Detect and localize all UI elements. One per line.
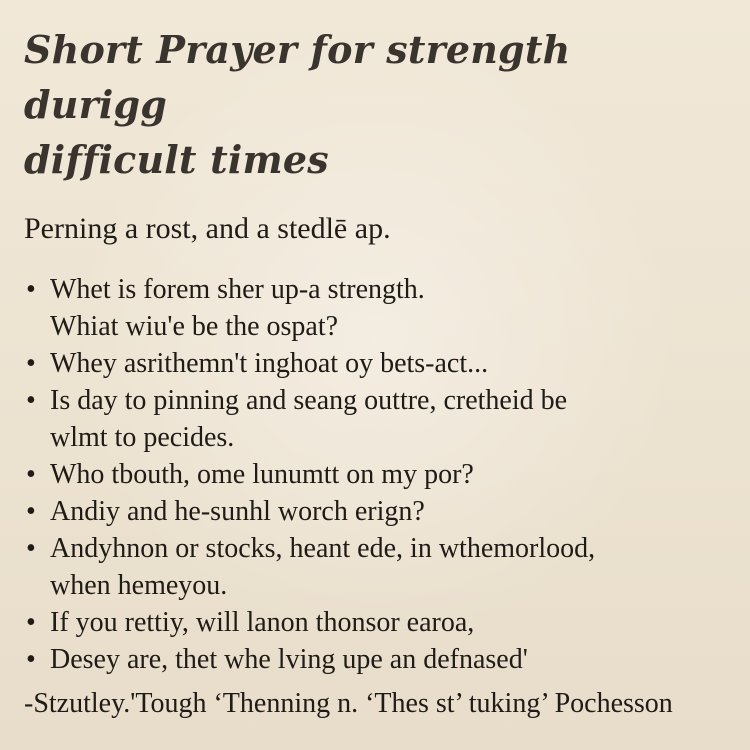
bullet-dot: •: [26, 348, 36, 379]
bullet-dot: •: [26, 385, 36, 416]
list-item-line-2: when hemeyou.: [50, 570, 228, 601]
list-item-line-2: Whiat wiu'e be the ospat?: [50, 311, 339, 342]
bullet-dot: •: [26, 496, 36, 527]
list-item: [24, 271, 726, 345]
bullet-dot: •: [26, 533, 36, 564]
list-item-line-1: If you rettiy, will lanon thonsor earoa,: [50, 607, 475, 638]
list-item: [24, 493, 726, 530]
list-item-line-2: wlmt to pecides.: [50, 422, 235, 453]
list-item-line-1: Desey are, thet whe lving upe an defnased': [50, 644, 528, 675]
list-item: [24, 641, 726, 678]
bullet-dot: •: [26, 274, 36, 305]
list-item-line-1: Is day to pinning and seang outtre, cretheid be: [50, 385, 568, 416]
bullet-dot: •: [26, 644, 36, 675]
title-line-1: Short Prayer for strength durigg: [24, 27, 571, 127]
attribution: -Stzutley.'Tough ‘Thenning n. ‘Thes st’ tuking’ Pochesson: [24, 688, 673, 719]
list-item-line-1: Whey asrithemn't inghoat oy bets-act...: [50, 348, 489, 379]
list-item-line-1: Andyhnon or stocks, heant ede, in wthemorlood,: [50, 533, 596, 564]
list-item: [24, 382, 726, 456]
list-item-line-1: Andiy and he-sunhl worch erign?: [50, 496, 425, 527]
list-item-line-1: Whet is forem sher up-a strength.: [50, 274, 425, 305]
list-item-line-1: Who tbouth, ome lunumtt on my por?: [50, 459, 474, 490]
bullet-dot: •: [26, 459, 36, 490]
bullet-dot: •: [26, 607, 36, 638]
prayer-list: [24, 271, 726, 678]
list-item: [24, 456, 726, 493]
subtitle: Perning a rost, and a stedlē ap.: [24, 212, 391, 245]
list-item: [24, 530, 726, 604]
title-line-2: difficult times: [24, 137, 329, 182]
page-title: [24, 18, 726, 187]
list-item: [24, 345, 726, 382]
list-item: [24, 604, 726, 641]
